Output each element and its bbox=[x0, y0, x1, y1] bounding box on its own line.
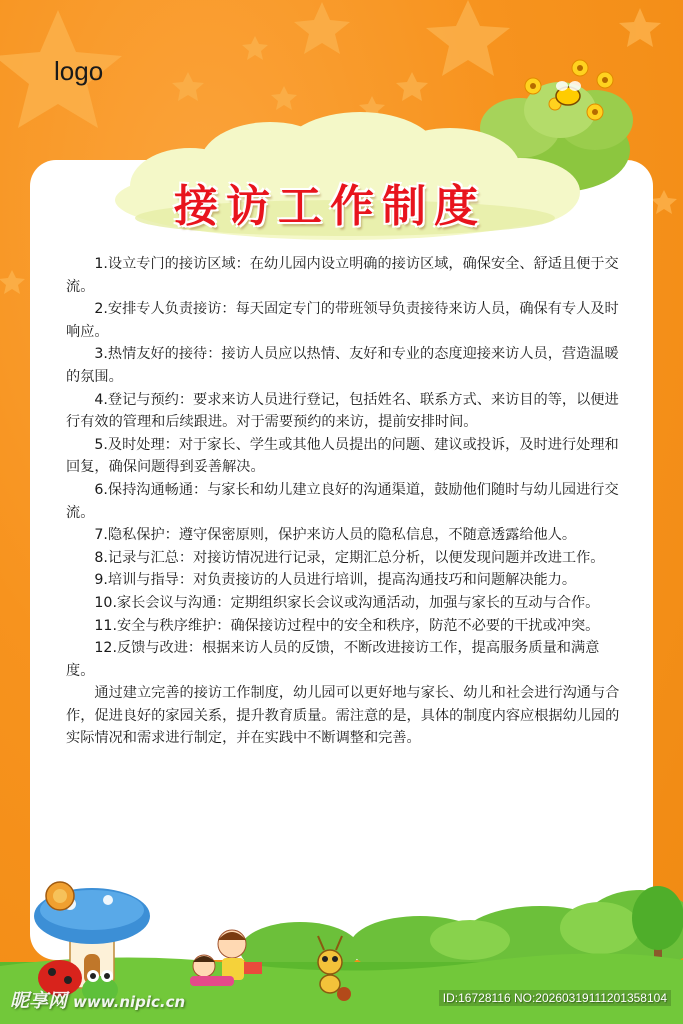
rule-paragraph: 5.及时处理：对于家长、学生或其他人员提出的问题、建议或投诉，及时进行处理和回复，确保问题得到妥善解决。 bbox=[66, 436, 619, 476]
rule-paragraph: 1.设立专门的接访区域：在幼儿园内设立明确的接访区域，确保安全、舒适且便于交流。 bbox=[66, 256, 619, 295]
rule-paragraph: 12.反馈与改进：根据来访人员的反馈，不断改进接访工作，提高服务质量和满意度。 bbox=[66, 640, 600, 679]
rule-paragraph: 4.登记与预约：要求来访人员进行登记，包括姓名、联系方式、来访目的等，以便进行有效的管理和后续跟进。对于需要预约的来访，提前安排时间。 bbox=[66, 391, 619, 431]
watermark-id: ID:16728116 NO:20260319111201358104 bbox=[439, 990, 671, 1006]
watermark-brand-text: 昵享网 bbox=[10, 990, 68, 1012]
logo-text: logo bbox=[54, 56, 104, 86]
title-area bbox=[90, 158, 570, 238]
rule-paragraph: 11.安全与秩序维护：确保接访过程中的安全和秩序，防范不必要的干扰或冲突。 bbox=[94, 617, 600, 634]
rule-paragraph: 3.热情友好的接待：接访人员应以热情、友好和专业的态度迎接来访人员，营造温暖的氛围。 bbox=[66, 346, 619, 385]
snail-icon bbox=[46, 882, 74, 910]
rule-paragraph: 8.记录与汇总：对接访情况进行记录，定期汇总分析，以便发现问题并改进工作。 bbox=[94, 549, 605, 566]
rule-paragraph: 2.安排专人负责接访：每天固定专门的带班领导负责接待来访人员，确保有专人及时响应。 bbox=[66, 301, 619, 340]
rule-paragraph: 7.隐私保护：遵守保密原则，保护来访人员的隐私信息，不随意透露给他人。 bbox=[94, 527, 577, 544]
rules-content bbox=[66, 253, 622, 750]
page-title: 接访工作制度 bbox=[174, 181, 486, 232]
star-icon bbox=[0, 270, 25, 294]
watermark-url: www.nipic.cn bbox=[73, 993, 186, 1011]
watermark-brand bbox=[10, 986, 185, 1013]
rule-paragraph: 6.保持沟通畅通：与家长和幼儿建立良好的沟通渠道，鼓励他们随时与幼儿园进行交流。 bbox=[66, 481, 619, 521]
rule-paragraph: 9.培训与指导：对负责接访的人员进行培训，提高沟通技巧和问题解决能力。 bbox=[94, 572, 577, 589]
summary-paragraph: 通过建立完善的接访工作制度，幼儿园可以更好地与家长、幼儿和社会进行沟通与合作，促进良好的家园关系，提升教育质量。需注意的是，具体的制度内容应根据幼儿园的实际情况和需求进行制定，并在实践中不断调整和完善。 bbox=[66, 685, 620, 747]
rule-paragraph: 10.家长会议与沟通：定期组织家长会议或沟通活动，加强与家长的互动与合作。 bbox=[94, 594, 600, 611]
